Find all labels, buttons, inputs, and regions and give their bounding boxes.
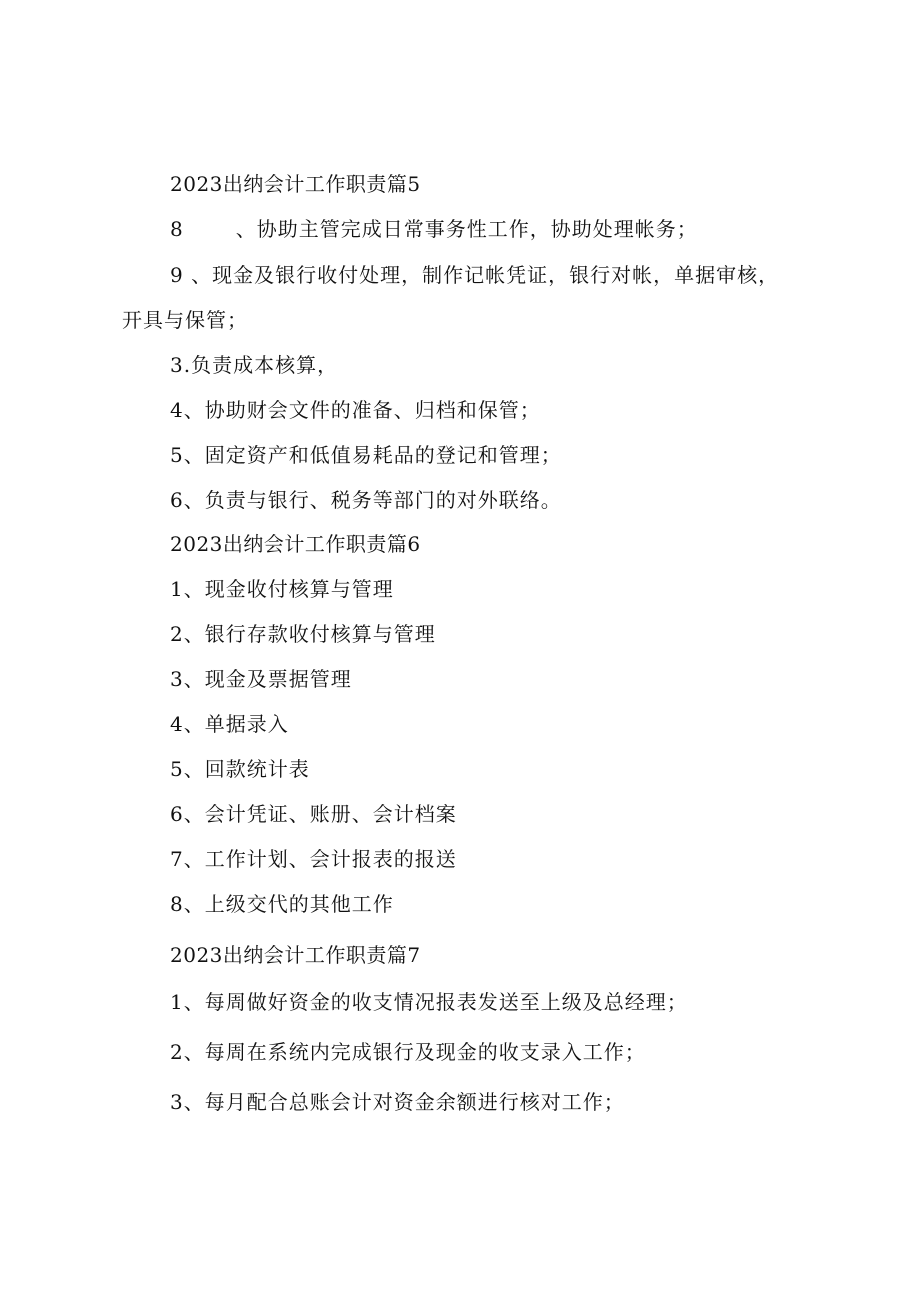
section-title: 2023出纳会计工作职责篇5 bbox=[170, 172, 421, 196]
item-text: 、协助主管完成日常事务性工作，协助处理帐务； bbox=[235, 217, 698, 241]
section-title: 2023出纳会计工作职责篇7 bbox=[170, 943, 421, 967]
list-item: 2、银行存款收付核算与管理 bbox=[170, 622, 436, 646]
list-item: 4、协助财会文件的准备、归档和保管； bbox=[170, 398, 541, 422]
item-number: 9 bbox=[170, 263, 184, 287]
list-item: 1、现金收付核算与管理 bbox=[170, 577, 394, 601]
list-item: 3.负责成本核算， bbox=[170, 353, 339, 377]
list-item: 3、现金及票据管理 bbox=[170, 667, 352, 691]
list-item: 6、会计凭证、账册、会计档案 bbox=[170, 802, 457, 826]
list-item: 7、工作计划、会计报表的报送 bbox=[170, 847, 457, 871]
section-title: 2023出纳会计工作职责篇6 bbox=[170, 532, 421, 556]
list-item: 8、上级交代的其他工作 bbox=[170, 892, 394, 916]
list-item: 2、每周在系统内完成银行及现金的收支录入工作； bbox=[170, 1040, 646, 1064]
list-item: 6、负责与银行、税务等部门的对外联络。 bbox=[170, 488, 562, 512]
list-item bbox=[170, 217, 698, 241]
list-item: 1、每周做好资金的收支情况报表发送至上级及总经理； bbox=[170, 990, 688, 1014]
item-text: 、现金及银行收付处理，制作记帐凭证，银行对帐，单据审核， bbox=[183, 263, 780, 287]
list-item-continuation: 开具与保管； bbox=[122, 308, 248, 332]
item-number: 8 bbox=[170, 217, 184, 241]
list-item: 5、回款统计表 bbox=[170, 757, 310, 781]
list-item: 3、每月配合总账会计对资金余额进行核对工作； bbox=[170, 1090, 625, 1114]
list-item: 4、单据录入 bbox=[170, 712, 289, 736]
list-item: 5、固定资产和低值易耗品的登记和管理； bbox=[170, 443, 562, 467]
list-item bbox=[170, 263, 779, 287]
